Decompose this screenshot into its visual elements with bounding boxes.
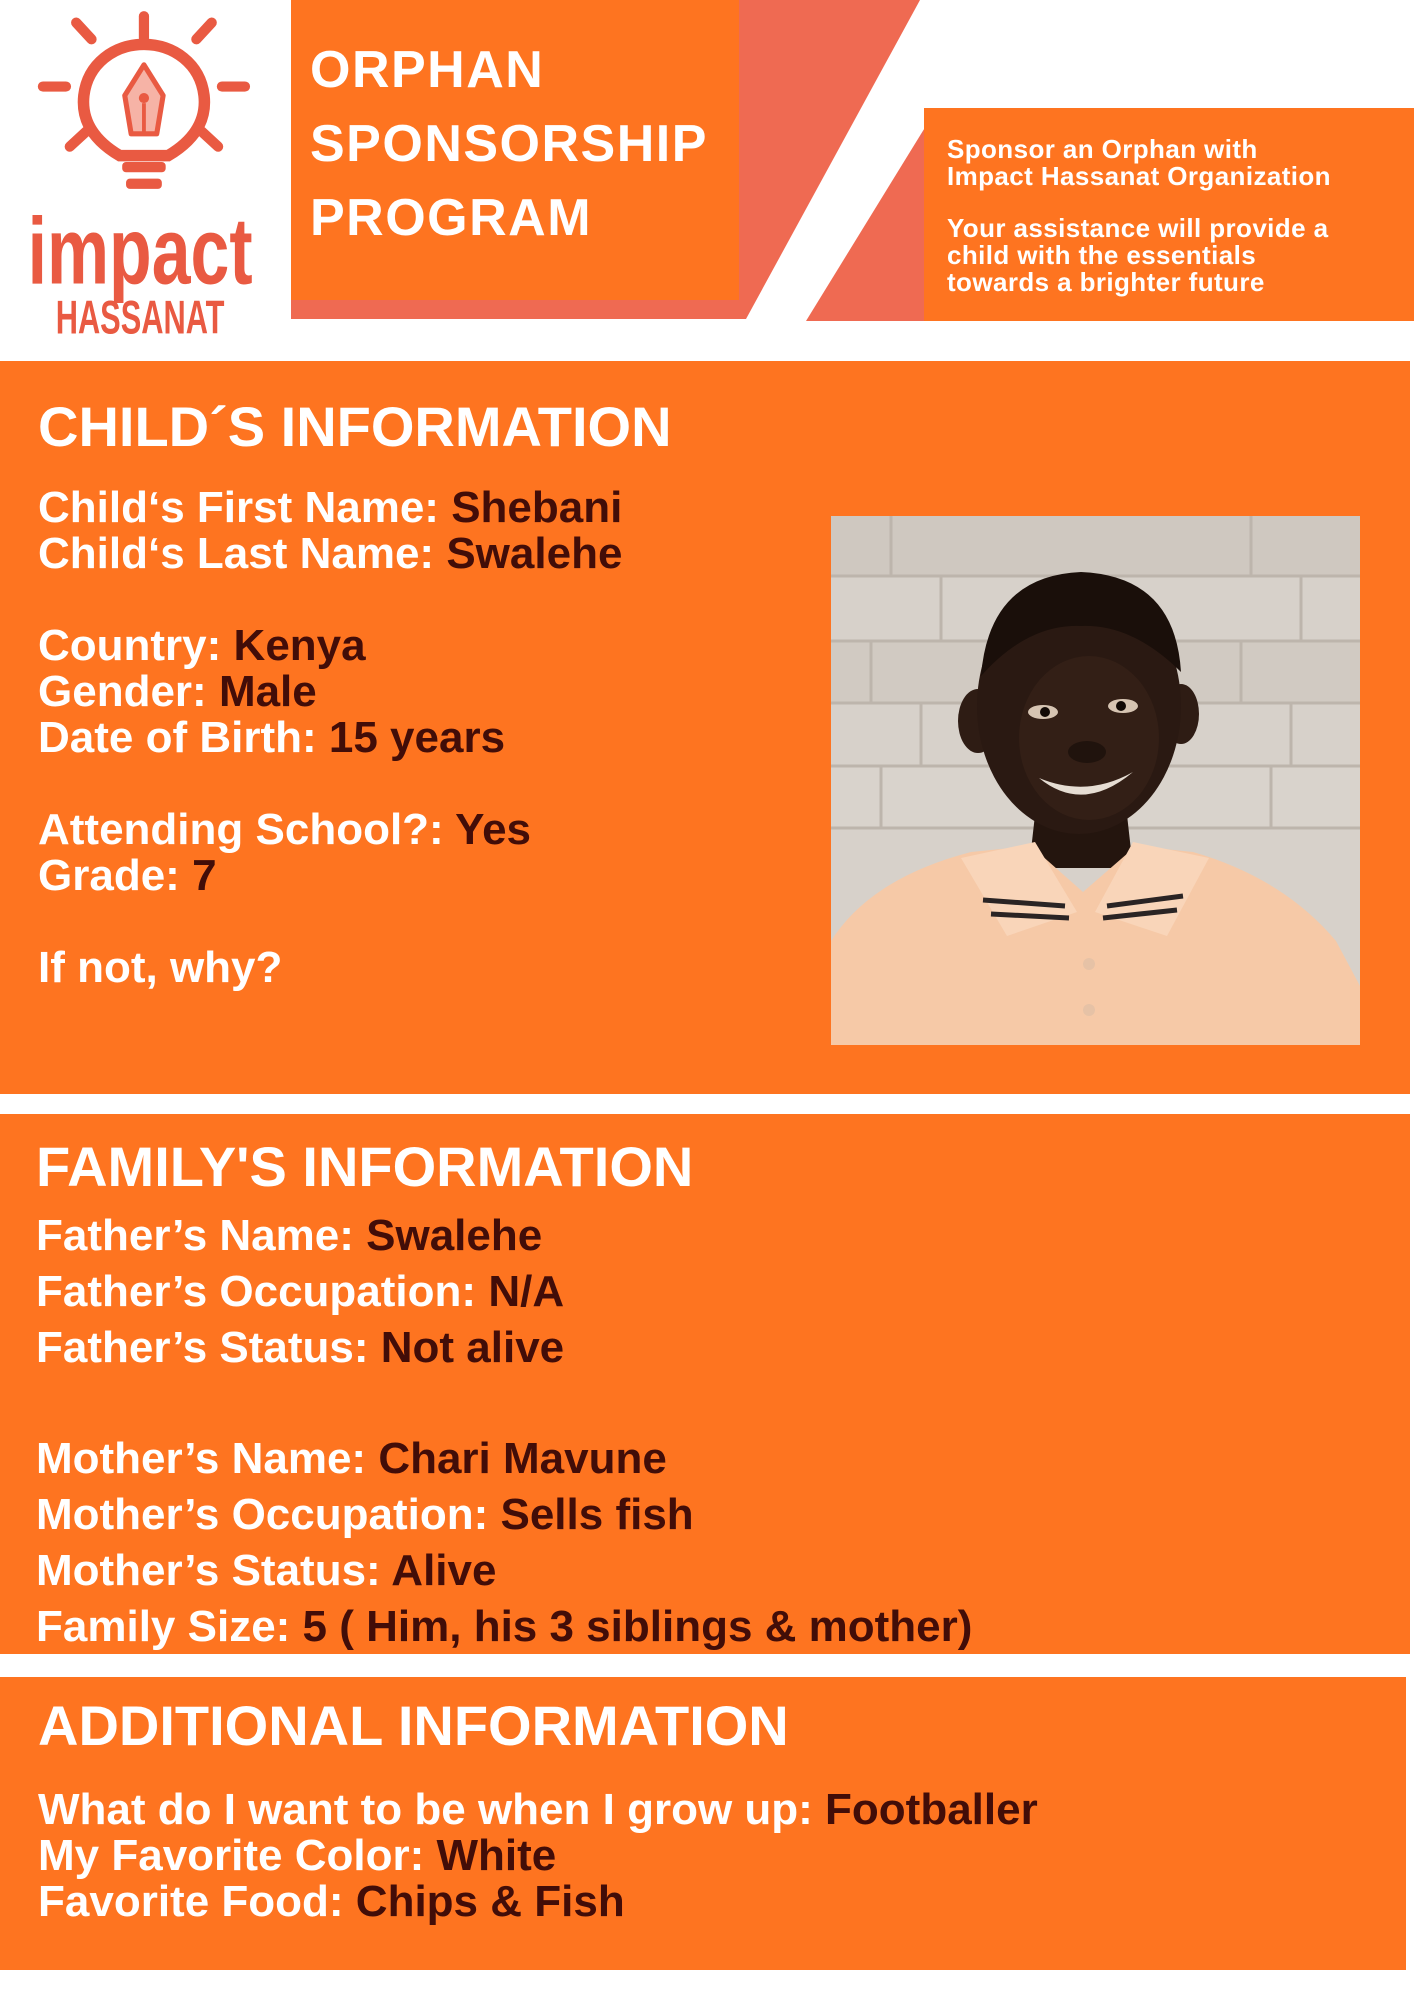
field-label: Child‘s First Name: [38,483,439,532]
field-label: Grade: [38,851,180,900]
field-label: Child‘s Last Name: [38,529,435,578]
child-fields [38,485,622,991]
field-value: Chari Mavune [378,1434,667,1483]
field-label: Favorite Food: [38,1877,344,1926]
family-information-section [0,1114,1410,1654]
field-value: N/A [488,1267,565,1316]
field-value: Male [218,667,317,716]
reason-group [38,945,622,991]
section-heading: FAMILY'S INFORMATION [36,1135,694,1198]
mother-group [36,1431,972,1655]
tagline-line: Impact Hassanat Organization [947,161,1331,191]
field-label: My Favorite Color: [38,1831,425,1880]
field-label: Father’s Status: [36,1323,369,1372]
field-value: Kenya [233,621,366,670]
field-label: Mother’s Occupation: [36,1490,489,1539]
family-fields [36,1208,972,1655]
name-group [38,485,622,577]
field-label: Attending School?: [38,805,444,854]
promo-text [947,136,1331,296]
field-grade [38,853,622,899]
child-information-section [0,361,1410,1094]
section-heading: CHILD´S INFORMATION [38,395,672,458]
tagline-line: Sponsor an Orphan with [947,134,1258,164]
field-value: 15 years [328,713,506,762]
field-value: Sells fish [500,1490,694,1539]
field-date-of-birth [38,715,622,761]
field-value: Not alive [380,1323,565,1372]
field-father-occupation [36,1264,972,1320]
field-label: Gender: [38,667,207,716]
tagline [947,136,1331,190]
school-group [38,807,622,899]
field-value: Footballer [825,1785,1038,1834]
title-line: SPONSORSHIP [310,115,708,173]
logo-word: impact [27,198,253,305]
field-label: What do I want to be when I grow up: [38,1785,813,1834]
field-label: Father’s Name: [36,1211,354,1260]
field-first-name [38,485,622,531]
field-value: White [436,1831,557,1880]
field-value: Swalehe [366,1211,543,1260]
additional-fields [38,1787,1038,1925]
field-career-goal [38,1787,1038,1833]
message-line: towards a brighter future [947,267,1265,297]
father-group [36,1208,972,1376]
field-country [38,623,622,669]
field-value: Swalehe [446,529,623,578]
field-mother-occupation [36,1487,972,1543]
field-value: 5 ( Him, his 3 siblings & mother) [302,1602,973,1651]
field-father-name [36,1208,972,1264]
message-line: Your assistance will provide a [947,213,1329,243]
field-father-status [36,1320,972,1376]
field-gender [38,669,622,715]
pen-nib-icon [125,65,163,134]
field-last-name [38,531,622,577]
field-label: Father’s Occupation: [36,1267,477,1316]
field-mother-name [36,1431,972,1487]
impact-hassanat-logo [25,6,268,345]
promo-message [947,215,1331,296]
field-value: Shebani [451,483,623,532]
field-label: Mother’s Name: [36,1434,367,1483]
field-label: If not, why? [38,943,283,992]
field-value: 7 [192,851,217,900]
child-photo [831,516,1360,1045]
additional-information-section [0,1677,1406,1970]
field-value: Chips & Fish [355,1877,625,1926]
message-line: child with the essentials [947,240,1257,270]
field-favorite-food [38,1879,1038,1925]
field-family-size [36,1599,972,1655]
title-line: PROGRAM [310,189,593,247]
preferences-group [38,1787,1038,1925]
program-title [310,33,708,255]
demographics-group [38,623,622,761]
field-label: Date of Birth: [38,713,317,762]
section-heading: ADDITIONAL INFORMATION [38,1694,789,1757]
field-value: Alive [391,1546,497,1595]
field-label: Country: [38,621,222,670]
field-if-not-why [38,945,622,991]
field-label: Mother’s Status: [36,1546,381,1595]
field-value: Yes [455,805,532,854]
field-attending-school [38,807,622,853]
field-favorite-color [38,1833,1038,1879]
field-mother-status [36,1543,972,1599]
logo-subword: HASSANAT [55,291,225,345]
title-line: ORPHAN [310,41,545,99]
field-label: Family Size: [36,1602,291,1651]
